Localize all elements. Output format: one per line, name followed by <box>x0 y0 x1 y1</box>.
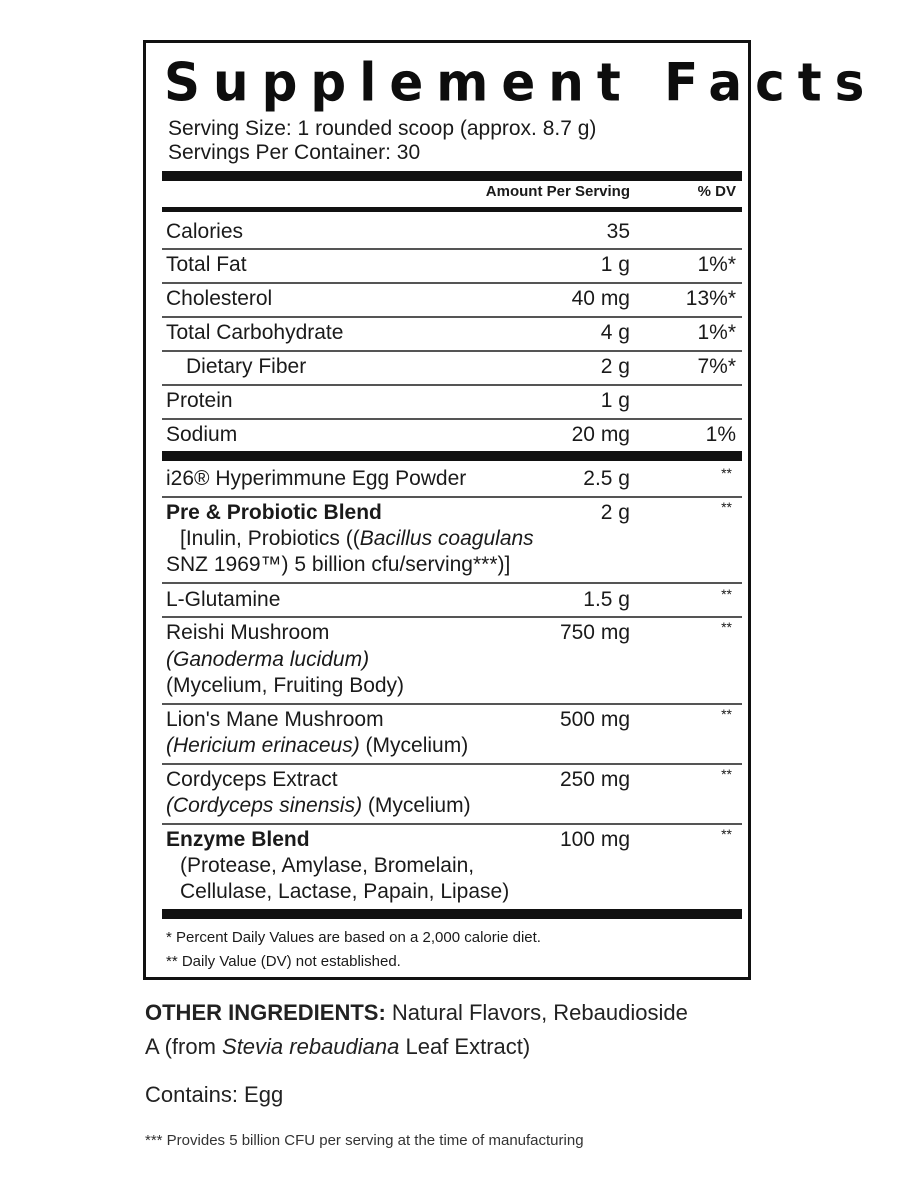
ingredient-name: i26® Hyperimmune Egg Powder <box>166 467 467 490</box>
ingredient-dv: ** <box>721 465 732 481</box>
nutrient-amount: 4 g <box>600 321 630 344</box>
nutrient-name: Dietary Fiber <box>186 355 307 378</box>
nutrient-name: Cholesterol <box>166 287 273 310</box>
nutrient-dv: 1% <box>705 423 736 446</box>
nutrient-amount: 35 <box>606 220 630 243</box>
row-divider <box>162 384 742 386</box>
ingredient-amount: 100 mg <box>559 828 630 851</box>
footnote-dv-not-established: ** Daily Value (DV) not established. <box>166 953 401 970</box>
amount-per-serving-header: Amount Per Serving <box>485 183 630 200</box>
nutrient-name: Total Carbohydrate <box>166 321 344 344</box>
other-ingredients: OTHER INGREDIENTS: Natural Flavors, Rebaudioside <box>145 1000 688 1025</box>
row-divider <box>162 316 742 318</box>
ingredient-amount: 500 mg <box>559 708 630 731</box>
panel-title: Supplement Facts <box>164 52 878 113</box>
ingredient-detail: (Cordyceps sinensis) (Mycelium) <box>166 794 471 817</box>
nutrient-name: Protein <box>166 389 233 412</box>
ingredient-dv: ** <box>721 826 732 842</box>
ingredient-name: Enzyme Blend <box>166 828 310 851</box>
nutrient-amount: 1 g <box>600 253 630 276</box>
nutrient-name: Total Fat <box>166 253 247 276</box>
ingredient-amount: 250 mg <box>559 768 630 791</box>
thick-divider <box>162 171 742 181</box>
ingredient-detail: Cellulase, Lactase, Papain, Lipase) <box>180 880 510 903</box>
ingredient-dv: ** <box>721 766 732 782</box>
nutrient-amount: 20 mg <box>571 423 630 446</box>
ingredient-name: L-Glutamine <box>166 588 281 611</box>
row-divider <box>162 616 742 618</box>
ingredient-detail: [Inulin, Probiotics ((Bacillus coagulans <box>180 527 534 550</box>
other-ingredients-continued: A (from Stevia rebaudiana Leaf Extract) <box>145 1034 531 1059</box>
row-divider <box>162 350 742 352</box>
serving-size: Serving Size: 1 rounded scoop (approx. 8.7 g) <box>168 117 597 140</box>
thick-divider <box>162 451 742 461</box>
servings-per-container: Servings Per Container: 30 <box>168 141 421 164</box>
row-divider <box>162 823 742 825</box>
ingredient-dv: ** <box>721 619 732 635</box>
ingredient-amount: 750 mg <box>559 621 630 644</box>
supplement-facts-panel <box>143 40 878 980</box>
row-divider <box>162 418 742 420</box>
ingredient-name: Pre & Probiotic Blend <box>166 501 382 524</box>
nutrient-dv: 1%* <box>697 253 736 276</box>
dv-header: % DV <box>697 183 736 200</box>
ingredient-detail: SNZ 1969™) 5 billion cfu/serving***)] <box>166 553 511 576</box>
ingredient-amount: 1.5 g <box>583 588 630 611</box>
ingredient-detail: (Hericium erinaceus) (Mycelium) <box>166 734 469 757</box>
ingredient-name: Lion's Mane Mushroom <box>166 708 384 731</box>
nutrient-dv: 13%* <box>685 287 736 310</box>
nutrient-dv: 1%* <box>697 321 736 344</box>
header-divider <box>162 207 742 212</box>
nutrient-amount: 1 g <box>600 389 630 412</box>
row-divider <box>162 703 742 705</box>
row-divider <box>162 582 742 584</box>
row-divider <box>162 763 742 765</box>
ingredient-latin-name: (Ganoderma lucidum) <box>166 648 370 671</box>
ingredient-amount: 2 g <box>600 501 630 524</box>
nutrient-amount: 2 g <box>600 355 630 378</box>
allergen-statement: Contains: Egg <box>145 1082 284 1107</box>
ingredient-dv: ** <box>721 586 732 602</box>
ingredient-dv: ** <box>721 499 732 515</box>
ingredient-name: Cordyceps Extract <box>166 768 338 791</box>
ingredient-detail: (Mycelium, Fruiting Body) <box>166 674 405 697</box>
thick-divider <box>162 909 742 919</box>
ingredient-dv: ** <box>721 706 732 722</box>
nutrient-amount: 40 mg <box>571 287 630 310</box>
row-divider <box>162 248 742 250</box>
ingredient-amount: 2.5 g <box>583 467 630 490</box>
row-divider <box>162 282 742 284</box>
nutrient-name: Sodium <box>166 423 238 446</box>
row-divider <box>162 496 742 498</box>
ingredient-detail: (Protease, Amylase, Bromelain, <box>180 854 475 877</box>
ingredient-name: Reishi Mushroom <box>166 621 330 644</box>
cfu-footnote: *** Provides 5 billion CFU per serving at the time of manufacturing <box>145 1132 584 1149</box>
footnote-percent-dv: * Percent Daily Values are based on a 2,000 calorie diet. <box>166 929 541 946</box>
nutrient-name: Calories <box>166 220 244 243</box>
nutrient-dv: 7%* <box>697 355 736 378</box>
